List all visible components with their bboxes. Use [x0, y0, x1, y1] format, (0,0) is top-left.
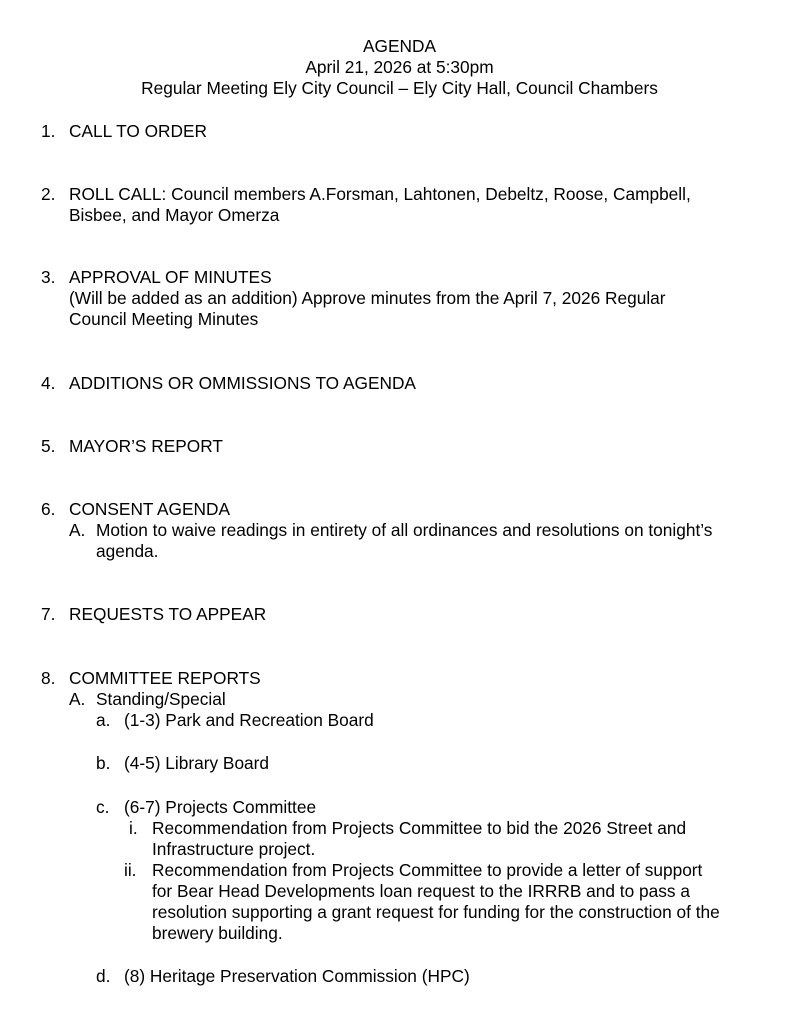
item-number: 7.	[41, 604, 56, 624]
item-heading: REQUESTS TO APPEAR	[69, 604, 267, 624]
subitem-text: Standing/Special	[96, 689, 226, 709]
subitem-text: agenda.	[96, 541, 159, 561]
item-text: (Will be added as an addition) Approve minutes from the April 7, 2026 Regular	[69, 288, 666, 308]
committee-name: (1-3) Park and Recreation Board	[124, 710, 374, 730]
committee-letter: a.	[96, 710, 111, 730]
subitem-text: Motion to waive readings in entirety of all ordinances and resolutions on tonight’s	[96, 520, 713, 540]
recommendation-text: for Bear Head Developments loan request to the IRRRB and to pass a	[152, 881, 690, 901]
item-number: 6.	[41, 499, 56, 519]
item-heading: ROLL CALL: Council members A.Forsman, Lahtonen, Debeltz, Roose, Campbell,	[69, 184, 691, 204]
agenda-title: AGENDA	[363, 36, 436, 56]
recommendation-text: brewery building.	[152, 923, 283, 943]
item-number: 1.	[41, 121, 56, 141]
item-heading: CALL TO ORDER	[69, 121, 207, 141]
item-number: 8.	[41, 668, 56, 688]
item-number: 5.	[41, 436, 56, 456]
item-text: Bisbee, and Mayor Omerza	[69, 205, 280, 225]
recommendation-text: resolution supporting a grant request for funding for the construction of the	[152, 902, 720, 922]
recommendation-text: Recommendation from Projects Committee to provide a letter of support	[152, 860, 703, 880]
recommendation-text: Infrastructure project.	[152, 839, 316, 859]
committee-letter: b.	[96, 753, 111, 773]
item-number: 3.	[41, 267, 56, 287]
item-heading: APPROVAL OF MINUTES	[69, 267, 272, 287]
item-heading: MAYOR’S REPORT	[69, 436, 223, 456]
item-heading: CONSENT AGENDA	[69, 499, 231, 519]
committee-name: (4-5) Library Board	[124, 753, 270, 773]
recommendation-numeral: i.	[129, 818, 138, 838]
recommendation-text: Recommendation from Projects Committee to bid the 2026 Street and	[152, 818, 687, 838]
item-heading: ADDITIONS OR OMMISSIONS TO AGENDA	[69, 373, 416, 393]
meeting-location: Regular Meeting Ely City Council – Ely City Hall, Council Chambers	[141, 78, 658, 98]
committee-name: (6-7) Projects Committee	[124, 797, 317, 817]
item-number: 2.	[41, 184, 56, 204]
subitem-letter: A.	[69, 520, 86, 540]
meeting-datetime: April 21, 2026 at 5:30pm	[305, 57, 494, 77]
subitem-letter: A.	[69, 689, 86, 709]
item-heading: COMMITTEE REPORTS	[69, 668, 261, 688]
item-number: 4.	[41, 373, 56, 393]
committee-letter: c.	[96, 797, 110, 817]
committee-name: (8) Heritage Preservation Commission (HPC)	[124, 966, 470, 986]
item-text: Council Meeting Minutes	[69, 309, 259, 329]
committee-letter: d.	[96, 966, 111, 986]
recommendation-numeral: ii.	[124, 860, 137, 880]
